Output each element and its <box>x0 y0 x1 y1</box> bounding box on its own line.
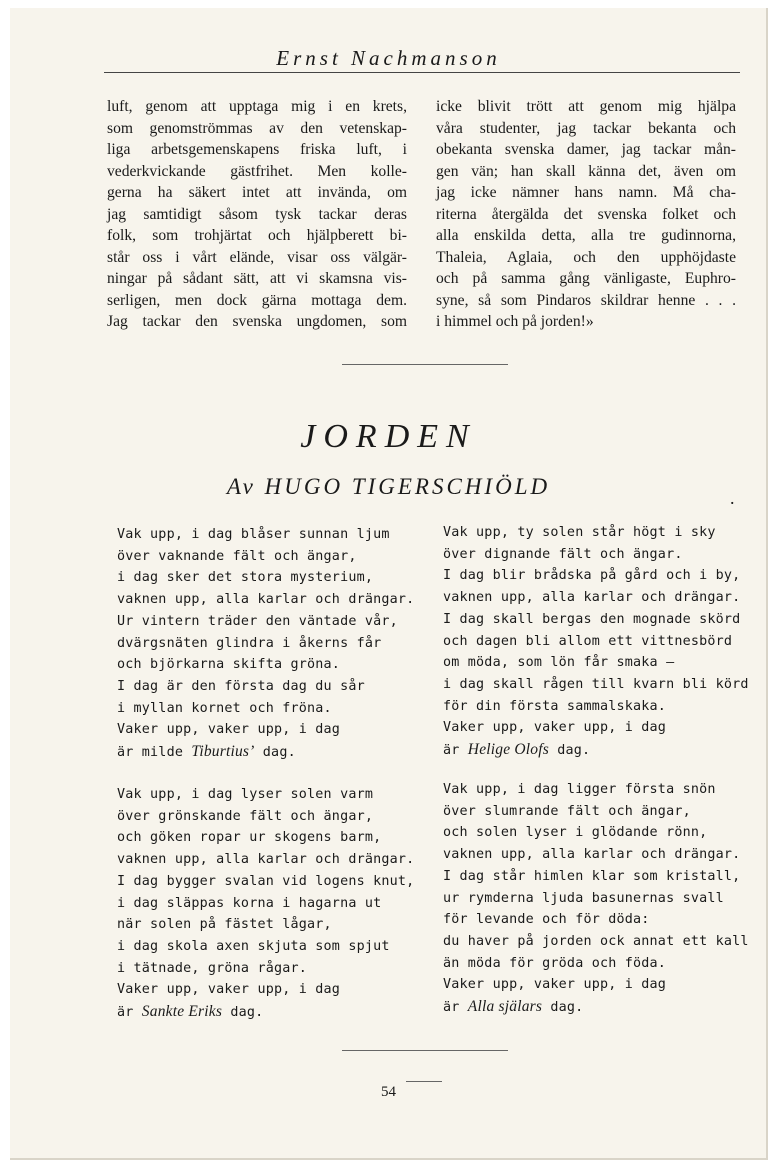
prose-line: folk, som trohjärtat och hjälpberett bi- <box>107 227 407 244</box>
prose-line: liga arbetsgemenskapens friska luft, i <box>107 141 407 158</box>
verse-line: i dag sker det stora mysterium, <box>117 570 374 586</box>
verse-line: vaknen upp, alla karlar och drängar. <box>117 592 415 608</box>
verse-line-final <box>117 741 437 764</box>
verse-line: Vaker upp, vaker upp, i dag <box>443 720 667 736</box>
prose-line: jag samtidigt såsom tysk tackar deras <box>107 205 407 223</box>
stanza-2 <box>443 522 763 762</box>
verse-line: i dag skall rågen till kvarn bli körd <box>443 676 749 692</box>
verse-line: över vaknande fält och ängar, <box>117 548 357 564</box>
verse-line: dvärgsnäten glindra i åkerns får <box>117 635 382 651</box>
verse-line: för din första sammalskaka. <box>443 698 667 714</box>
poem-title: JORDEN <box>300 418 477 455</box>
verse-line: Ur vintern träder den väntade vår, <box>117 613 398 629</box>
running-head: Ernst Nachmanson <box>276 46 501 70</box>
stray-dot: . <box>730 488 735 508</box>
verse-line: I dag skall bergas den mognade skörd <box>443 611 741 627</box>
verse-line-final <box>117 1001 437 1024</box>
prose-line: gerna ha säkert intet att invända, om <box>107 184 407 201</box>
end-divider <box>342 1050 508 1051</box>
final-suffix: dag. <box>542 1000 584 1016</box>
verse-line: och dagen bli allom ett vittnesbörd <box>443 633 733 649</box>
stanza-4 <box>443 779 763 1019</box>
verse-line-final <box>443 996 763 1019</box>
verse-line: I dag blir brådska på gård och i by, <box>443 568 741 584</box>
prose-line: gen vän; han skall känna det, även om <box>436 162 736 180</box>
prose-column-left <box>107 96 407 333</box>
verse-line: för levande och för döda: <box>443 912 650 928</box>
final-prefix: är milde <box>117 745 192 761</box>
verse-line: vaknen upp, alla karlar och drängar. <box>443 847 741 863</box>
verse-line: i dag släppas korna i hagarna ut <box>117 895 382 911</box>
verse-line: när solen på fästet lågar, <box>117 917 332 933</box>
prose-line: och på samma gång vänligaste, Euphro- <box>436 270 736 287</box>
verse-line: om möda, som lön får smaka — <box>443 655 675 671</box>
verse-line: och solen lyser i glödande rönn, <box>443 825 708 841</box>
page-number: 54 <box>381 1084 396 1100</box>
saint-name: Tiburtius’ <box>191 743 255 761</box>
final-suffix: dag. <box>254 745 296 761</box>
prose-line: som genomströmmas av den vetenskap- <box>107 119 407 137</box>
verse-line: och björkarna skifta gröna. <box>117 657 341 673</box>
verse-line: vaknen upp, alla karlar och drängar. <box>443 590 741 606</box>
prose-line: syne, så som Pindaros skildrar henne . . . <box>436 291 736 309</box>
saint-name: Sankte Eriks <box>141 1003 223 1021</box>
poem-byline: Av HUGO TIGERSCHIÖLD <box>226 474 551 499</box>
verse-line: Vaker upp, vaker upp, i dag <box>443 977 667 993</box>
verse-line-final <box>443 739 763 762</box>
verse-line: Vaker upp, vaker upp, i dag <box>117 722 341 738</box>
final-prefix: är <box>443 743 468 759</box>
section-divider <box>342 364 508 365</box>
final-prefix: är <box>117 1005 142 1021</box>
verse-line: och göken ropar ur skogens barm, <box>117 830 382 846</box>
prose-line: ningar på sådant sätt, att vi skamsna vis- <box>107 270 407 287</box>
verse-line: över grönskande fält och ängar, <box>117 808 374 824</box>
verse-line: Vak upp, ty solen står högt i sky <box>443 525 716 540</box>
verse-line: Vak upp, i dag lyser solen varm <box>117 787 374 802</box>
final-prefix: är <box>443 1000 468 1016</box>
verse-line: Vak upp, i dag ligger första snön <box>443 782 716 797</box>
prose-line: Jag tackar den svenska ungdomen, som <box>107 313 407 330</box>
prose-column-right <box>436 96 736 333</box>
prose-line: luft, genom att upptaga mig i en krets, <box>107 98 407 115</box>
verse-line: du haver på jorden ock annat ett kall <box>443 933 749 949</box>
prose-line: jag icke nämner hans namn. Må cha- <box>436 184 736 201</box>
page-number-rule <box>406 1081 442 1082</box>
final-suffix: dag. <box>222 1005 264 1021</box>
prose-line: våra studenter, jag tackar bekanta och <box>436 119 736 137</box>
verse-line: I dag är den första dag du sår <box>117 678 365 694</box>
verse-line: Vak upp, i dag blåser sunnan ljum <box>117 527 390 542</box>
prose-line: riterna återgälda det svenska folket och <box>436 205 736 223</box>
prose-line: icke blivit trött att genom mig hjälpa <box>436 98 736 115</box>
verse-line: Vaker upp, vaker upp, i dag <box>117 982 341 998</box>
verse-line: I dag står himlen klar som kristall, <box>443 868 741 884</box>
verse-line: i tätnade, gröna rågar. <box>117 960 308 976</box>
final-suffix: dag. <box>548 743 591 759</box>
prose-line: obekanta svenska damer, jag tackar mån- <box>436 141 736 158</box>
header-rule <box>104 72 740 73</box>
saint-name: Helige Olofs <box>467 741 549 759</box>
verse-line: än möda för gröda och föda. <box>443 955 667 971</box>
prose-line: i himmel och på jorden!» <box>436 313 594 330</box>
prose-line: Thaleia, Aglaia, och den upphöjdaste <box>436 248 736 266</box>
prose-line: alla enskilda detta, alla tre gudinnorna, <box>436 227 736 244</box>
saint-name: Alla själars <box>467 998 543 1016</box>
prose-line: står oss i vårt elände, visar oss välgär- <box>107 248 407 266</box>
verse-line: ur rymderna ljuda basunernas svall <box>443 890 724 906</box>
stanza-3 <box>117 784 437 1024</box>
verse-line: i dag skola axen skjuta som spjut <box>117 938 390 954</box>
verse-line: i myllan kornet och fröna. <box>117 700 332 716</box>
prose-line: serligen, men dock gärna mottaga dem. <box>107 291 407 309</box>
verse-line: över dignande fält och ängar. <box>443 546 683 562</box>
prose-line: vederkvickande gästfrihet. Men kolle- <box>107 162 407 180</box>
verse-line: över slumrande fält och ängar, <box>443 803 691 819</box>
stanza-1 <box>117 524 437 764</box>
verse-line: vaknen upp, alla karlar och drängar. <box>117 852 415 868</box>
verse-line: I dag bygger svalan vid logens knut, <box>117 873 415 889</box>
